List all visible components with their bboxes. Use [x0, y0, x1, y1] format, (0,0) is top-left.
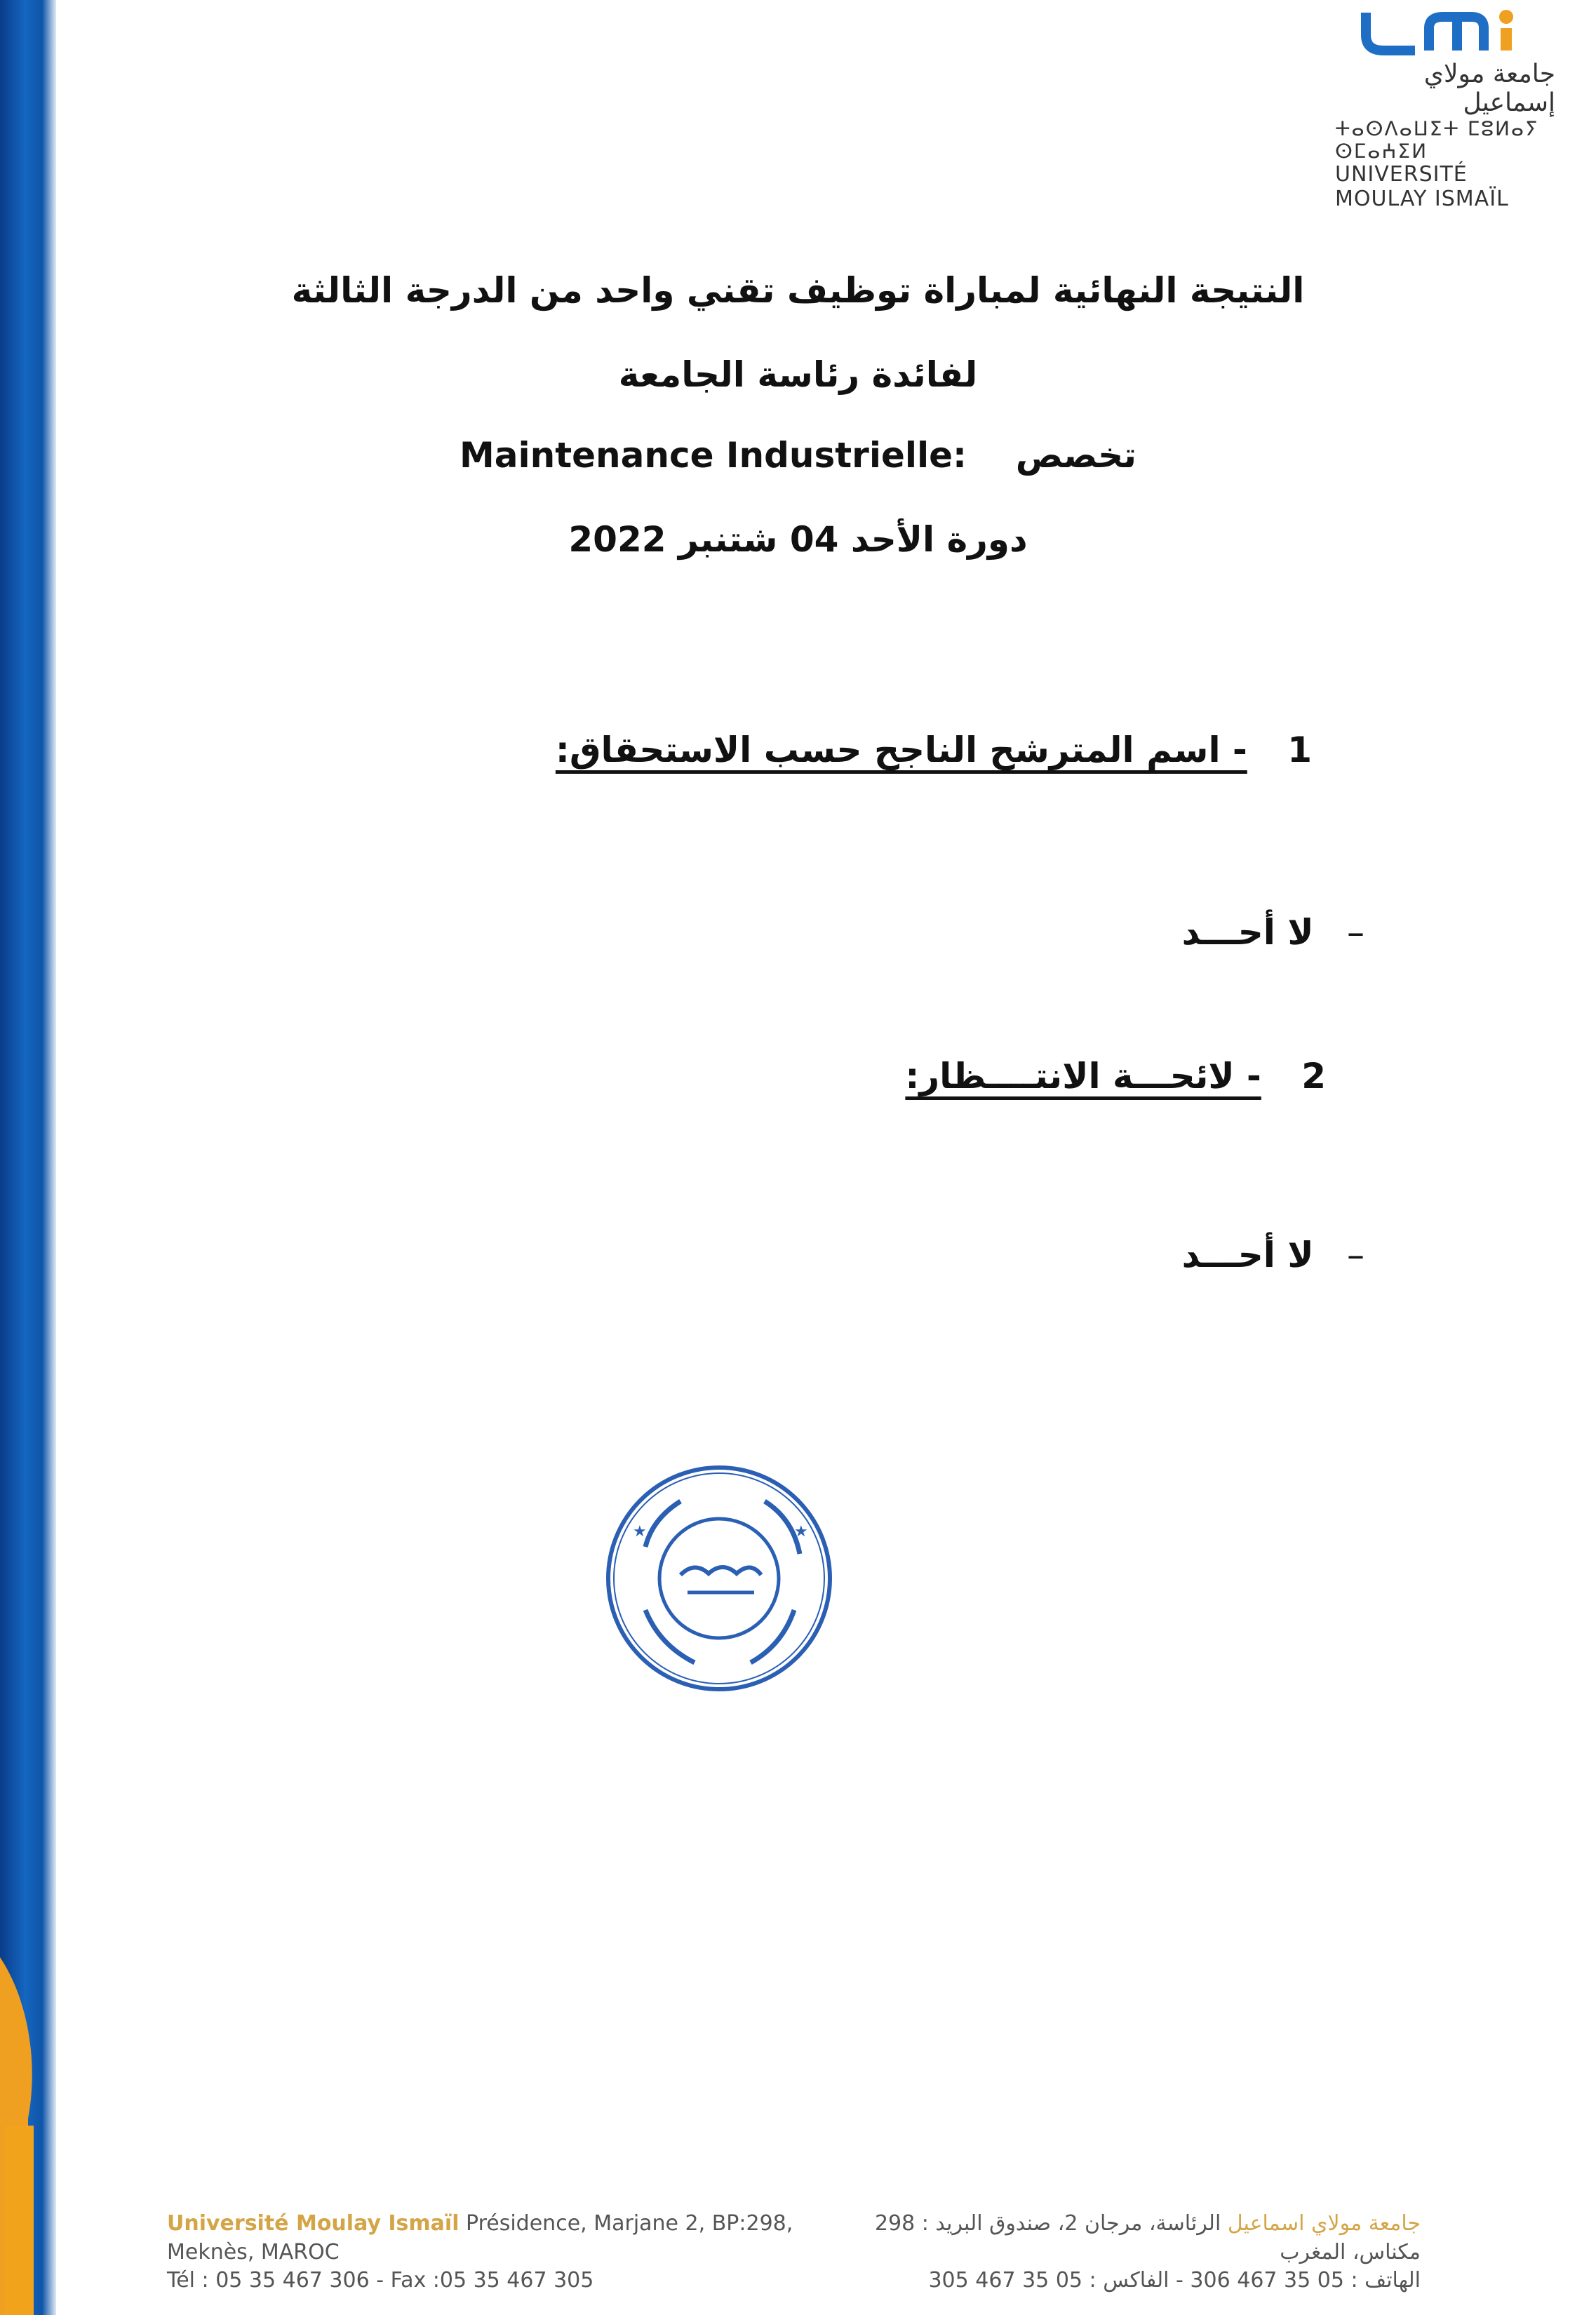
section-1-item — [1182, 912, 1364, 953]
specialty-label: تخصص — [1015, 435, 1136, 476]
footer-arabic-address — [875, 2210, 1421, 2295]
footer-phones-ar: الهاتف : 05 35 467 306 - الفاكس : 05 35 467 305 — [928, 2268, 1421, 2293]
footer-university-fr: Université Moulay Ismaïl — [167, 2211, 460, 2236]
svg-text:★: ★ — [794, 1523, 808, 1541]
section-1-title: - اسم المترشح الناجح حسب الاستحقاق: — [555, 730, 1247, 770]
section-2-item — [1182, 1235, 1364, 1275]
section-1-heading — [556, 730, 1312, 770]
logo-arabic-name: جامعة مولاي إسماعيل — [1423, 60, 1555, 118]
footer-university-ar: جامعة مولاي اسماعيل — [1227, 2211, 1421, 2236]
session-line: دورة الأحد 04 شتنبر 2022 — [568, 519, 1028, 560]
official-stamp — [603, 1463, 835, 1694]
section-2-heading — [905, 1056, 1326, 1096]
section-1-item-text: لا أحـــد — [1181, 912, 1314, 953]
document-title-line1: النتيجة النهائية لمباراة توظيف تقني واحد من الدرجة الثالثة — [291, 270, 1305, 311]
specialty-value: Maintenance Industrielle: — [459, 435, 967, 476]
footer-address-fr-2: Meknès, MAROC — [167, 2239, 340, 2264]
logo-french-name: UNIVERSITÉ MOULAY ISMAÏL — [1335, 162, 1509, 211]
svg-text:★: ★ — [633, 1523, 647, 1541]
umi-logo-mark — [1352, 7, 1562, 60]
page-footer — [0, 2210, 1596, 2315]
university-logo — [1310, 7, 1562, 211]
item-dash: – — [1347, 912, 1364, 953]
section-1-number: 1 — [1287, 730, 1312, 770]
document-title-line2: لفائدة رئاسة الجامعة — [618, 354, 978, 395]
footer-address-ar-2: مكناس، المغرب — [1280, 2239, 1421, 2264]
footer-address-ar-1: الرئاسة، مرجان 2، صندوق البريد : 298 — [874, 2211, 1228, 2236]
section-2-item-text: لا أحـــد — [1181, 1235, 1314, 1275]
section-2-number: 2 — [1301, 1056, 1326, 1096]
section-2-title: - لائحـــة الانتــــظار: — [905, 1056, 1261, 1096]
footer-french-address — [167, 2210, 793, 2295]
logo-tifinagh-name: ⵜⴰⵙⴷⴰⵡⵉⵜ ⵎⵓⵍⴰⵢ ⵙⵎⴰⵄⵉⵍ — [1335, 116, 1539, 163]
footer-phones-fr: Tél : 05 35 467 306 - Fax :05 35 467 305 — [167, 2268, 594, 2293]
item-dash: – — [1347, 1235, 1364, 1275]
specialty-line — [70, 435, 1526, 476]
footer-address-fr-1: Présidence, Marjane 2, BP:298, — [459, 2211, 793, 2236]
